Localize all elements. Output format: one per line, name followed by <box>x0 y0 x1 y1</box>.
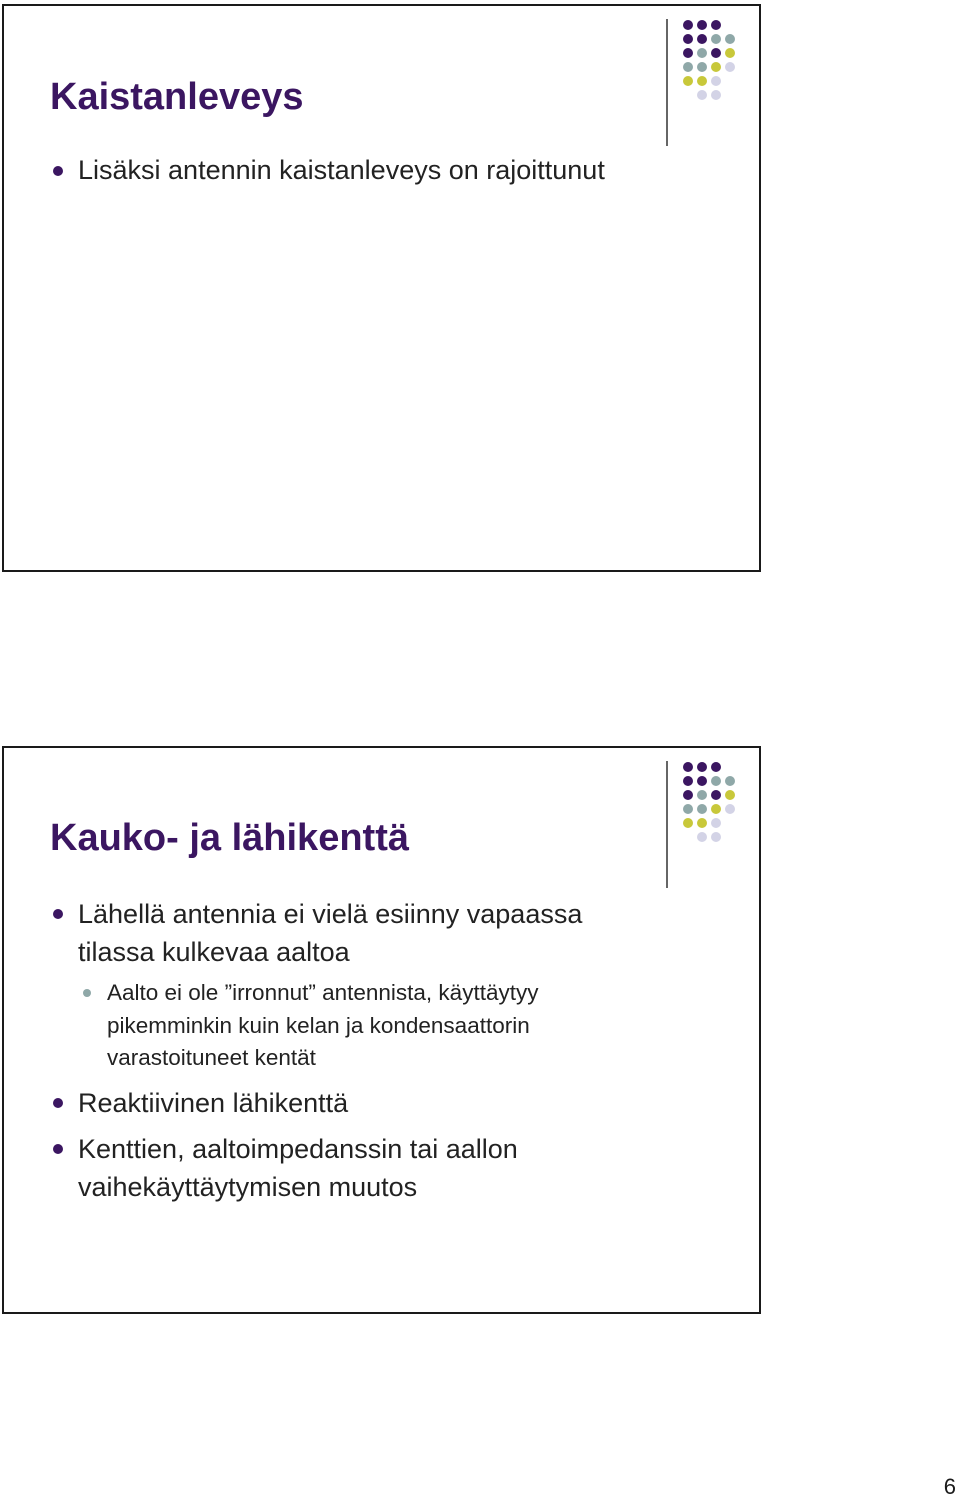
deco-dot <box>683 76 693 86</box>
bullet-dot-icon <box>53 1144 63 1154</box>
deco-dot <box>711 34 721 44</box>
deco-dot <box>725 62 735 72</box>
deco-dot <box>725 804 735 814</box>
bullet-text: Kenttien, aaltoimpedanssin tai aallon vaihekäyttäytymisen muutos <box>78 1134 518 1202</box>
deco-dot <box>725 34 735 44</box>
page-number: 6 <box>943 1474 956 1499</box>
deco-dot <box>683 34 693 44</box>
deco-dot <box>711 832 721 842</box>
deco-dot <box>711 90 721 100</box>
deco-dot <box>711 804 721 814</box>
deco-dot <box>711 818 721 828</box>
deco-dot <box>697 76 707 86</box>
deco-dot <box>697 48 707 58</box>
deco-dot <box>683 818 693 828</box>
slide-title: Kaistanleveys <box>50 76 304 118</box>
slide-kauko-ja-lahikentta <box>2 746 761 1314</box>
deco-dot <box>697 804 707 814</box>
slide-title: Kauko- ja lähikenttä <box>50 817 409 859</box>
deco-dot <box>725 790 735 800</box>
deco-dot <box>711 762 721 772</box>
bullet-text: Lisäksi antennin kaistanleveys on rajoittunut <box>78 155 605 185</box>
deco-dot <box>697 20 707 30</box>
deco-dot <box>697 762 707 772</box>
deco-dot <box>711 776 721 786</box>
deco-dot <box>697 832 707 842</box>
deco-dot <box>725 776 735 786</box>
dot-grid-decoration <box>664 757 759 892</box>
bullet-text: Lähellä antennia ei vielä esiinny vapaassa tilassa kulkevaa aaltoa <box>78 899 583 967</box>
deco-dot <box>683 776 693 786</box>
bullet-text: Reaktiivinen lähikenttä <box>78 1088 349 1118</box>
bullet-dot-icon <box>53 166 63 176</box>
deco-dot <box>683 62 693 72</box>
dot-grid-decoration <box>664 15 759 150</box>
slide-kaistanleveys <box>2 4 761 572</box>
deco-dot <box>683 762 693 772</box>
deco-dot <box>711 76 721 86</box>
bullet-dot-icon <box>53 909 63 919</box>
deco-dot <box>711 62 721 72</box>
deco-dot <box>725 48 735 58</box>
deco-dot <box>683 804 693 814</box>
deco-dot <box>683 20 693 30</box>
sub-bullet-text: Aalto ei ole ”irronnut” antennista, käyttäytyy pikemminkin kuin kelan ja kondensaattorin varastoituneet kentät <box>107 980 539 1070</box>
sub-bullet-dot-icon <box>83 989 91 997</box>
deco-dot <box>683 48 693 58</box>
bullet-dot-icon <box>53 1098 63 1108</box>
deco-dot <box>697 818 707 828</box>
deco-dot <box>711 48 721 58</box>
deco-dot <box>697 62 707 72</box>
deco-dot <box>711 20 721 30</box>
deco-dot <box>697 34 707 44</box>
deco-dot <box>697 776 707 786</box>
deco-dot <box>683 790 693 800</box>
deco-dot <box>697 90 707 100</box>
deco-dot <box>697 790 707 800</box>
deco-dot <box>711 790 721 800</box>
